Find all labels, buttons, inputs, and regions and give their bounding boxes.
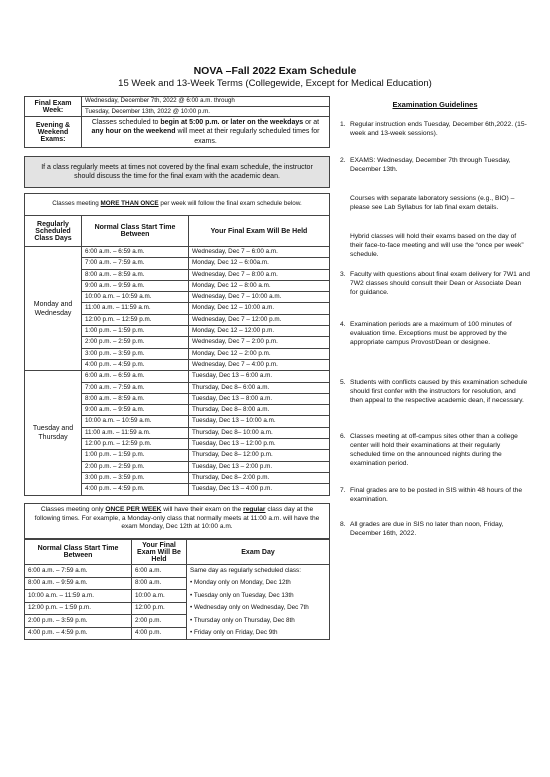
guideline-number: 2. (340, 157, 346, 164)
start-time-cell: 4:00 p.m. – 4:59 p.m. (82, 359, 189, 370)
guideline-item (340, 270, 530, 297)
guideline-number: 5. (340, 379, 346, 386)
start-time-cell: 2:00 p.m. – 2:59 p.m. (82, 461, 189, 472)
once-per-week-notice (24, 503, 330, 539)
guideline-item (340, 378, 530, 405)
evening-text-e: will meet at their regularly scheduled times for exams. (175, 128, 320, 145)
once-start-cell: 4:00 p.m. – 4:59 p.m. (25, 627, 132, 640)
guideline-text: All grades are due in SIS no later than noon, Friday, December 16th, 2022. (350, 521, 504, 538)
guideline-text: Hybrid classes will hold their exams based on the day of their face-to-face meeting and will use the “once per week” schedule. (350, 233, 524, 259)
start-time-cell: 10:00 a.m. – 10:59 a.m. (82, 416, 189, 427)
once-held-cell: 6:00 a.m. (132, 565, 187, 578)
evening-text-c: or at (303, 119, 320, 127)
final-exam-start: Wednesday, December 7th, 2022 @ 6:00 a.m. through (85, 96, 235, 104)
exam-time-cell: Monday, Dec 12 – 8:00 a.m. (189, 280, 330, 291)
col-exam-header: Your Final Exam Will Be Held (189, 216, 330, 247)
exam-week-table (24, 96, 330, 148)
once-row (25, 602, 330, 615)
guideline-number: 7. (340, 487, 346, 494)
exam-time-cell: Thursday, Dec 8– 12:00 p.m. (189, 450, 330, 461)
final-exam-week-label: Final Exam Week: (25, 97, 82, 117)
once-held-cell: 12:00 p.m. (132, 602, 187, 615)
guideline-text: Final grades are to be posted in SIS within 48 hours of the examination. (350, 487, 523, 504)
once-day-cell: Same day as regularly scheduled class: (187, 565, 330, 578)
irregular-meeting-notice: If a class regularly meets at times not covered by the final exam schedule, the instructor should discuss the time for the final exam with the academic dean. (24, 156, 330, 188)
guideline-item (340, 486, 530, 504)
guideline-number: 3. (340, 271, 346, 278)
exam-time-cell: Tuesday, Dec 13 – 6:00 a.m. (189, 371, 330, 382)
once-col-held-header: Your Final Exam Will Be Held (132, 540, 187, 565)
col-start-header: Normal Class Start Time Between (82, 216, 189, 247)
once-start-cell: 10:00 a.m. – 11:59 a.m. (25, 590, 132, 603)
start-time-cell: 8:00 a.m. – 8:59 a.m. (82, 269, 189, 280)
start-time-cell: 7:00 a.m. – 7:59 a.m. (82, 382, 189, 393)
col-days-header: Regularly Scheduled Class Days (25, 216, 82, 247)
more-than-once-caption (25, 194, 330, 216)
guideline-text: Examination periods are a maximum of 100 minutes of evaluation time. Exceptions must be approved by the appropriate campus Provost/Dean or designee. (350, 321, 512, 347)
once-held-cell: 10:00 a.m. (132, 590, 187, 603)
once-row (25, 565, 330, 578)
exam-time-cell: Thursday, Dec 8– 2:00 p.m. (189, 472, 330, 483)
start-time-cell: 3:00 p.m. – 3:59 p.m. (82, 472, 189, 483)
start-time-cell: 8:00 a.m. – 8:59 a.m. (82, 393, 189, 404)
caption-a: Classes meeting (52, 200, 101, 208)
guideline-item (340, 520, 530, 538)
once-row (25, 590, 330, 603)
once-held-cell: 4:00 p.m. (132, 627, 187, 640)
exam-time-cell: Wednesday, Dec 7 – 2:00 p.m. (189, 337, 330, 348)
guideline-text: Classes meeting at off-campus sites other than a college center will hold their examinations at their regularly scheduled time on the announced nights during the examination period. (350, 433, 518, 468)
start-time-cell: 9:00 a.m. – 9:59 a.m. (82, 405, 189, 416)
exam-time-cell: Tuesday, Dec 13 – 2:00 p.m. (189, 461, 330, 472)
once-day-cell: • Tuesday only on Tuesday, Dec 13th (187, 590, 330, 603)
once-row (25, 577, 330, 590)
exam-time-cell: Wednesday, Dec 7 – 10:00 a.m. (189, 292, 330, 303)
guideline-text: Students with conflicts caused by this examination schedule should first confer with the instructors for resolution, and then appeal to the respective academic dean, if necessary. (350, 379, 528, 405)
exam-time-cell: Tuesday, Dec 13 – 4:00 p.m. (189, 484, 330, 495)
start-time-cell: 3:00 p.m. – 3:59 p.m. (82, 348, 189, 359)
once-day-cell: • Monday only on Monday, Dec 12th (187, 577, 330, 590)
exam-time-cell: Wednesday, Dec 7 – 4:00 p.m. (189, 359, 330, 370)
once-start-cell: 12:00 p.m. – 1:59 p.m. (25, 602, 132, 615)
guideline-item (340, 320, 530, 347)
guideline-text: Regular instruction ends Tuesday, December 6th,2022. (15-week and 13-week sessions). (350, 121, 527, 138)
guideline-number: 1. (340, 121, 346, 128)
guideline-number: 4. (340, 321, 346, 328)
start-time-cell: 12:00 p.m. – 12:59 p.m. (82, 439, 189, 450)
start-time-cell: 1:00 p.m. – 1:59 p.m. (82, 326, 189, 337)
guideline-number: 8. (340, 521, 346, 528)
notice2-d: regular (243, 506, 266, 513)
evening-text-b: begin at 5:00 p.m. or later on the weekdays (160, 119, 304, 127)
class-days-cell: Tuesday and Thursday (25, 371, 82, 495)
once-start-cell: 6:00 a.m. – 7:59 a.m. (25, 565, 132, 578)
guideline-item (340, 194, 530, 212)
evening-weekend-label: Evening & Weekend Exams: (25, 117, 82, 148)
once-start-cell: 2:00 p.m. – 3:59 p.m. (25, 615, 132, 628)
once-day-cell: • Wednesday only on Wednesday, Dec 7th (187, 602, 330, 615)
exam-time-cell: Monday, Dec 12 – 6:00a.m. (189, 258, 330, 269)
more-than-once-table (24, 193, 330, 496)
exam-time-cell: Wednesday, Dec 7 – 6:00 a.m. (189, 247, 330, 258)
once-row (25, 615, 330, 628)
exam-time-cell: Monday, Dec 12 – 10:00 a.m. (189, 303, 330, 314)
once-held-cell: 2:00 p.m. (132, 615, 187, 628)
start-time-cell: 2:00 p.m. – 2:59 p.m. (82, 337, 189, 348)
notice2-b: ONCE PER WEEK (105, 506, 162, 513)
schedule-row (25, 371, 330, 382)
guideline-number: 6. (340, 433, 346, 440)
exam-time-cell: Tuesday, Dec 13 – 12:00 p.m. (189, 439, 330, 450)
start-time-cell: 11:00 a.m. – 11:59 a.m. (82, 303, 189, 314)
start-time-cell: 10:00 a.m. – 10:59 a.m. (82, 292, 189, 303)
guideline-item (340, 232, 530, 259)
once-col-start-header: Normal Class Start Time Between (25, 540, 132, 565)
guidelines-heading: Examination Guidelines (392, 100, 478, 109)
start-time-cell: 9:00 a.m. – 9:59 a.m. (82, 280, 189, 291)
once-per-week-table (24, 539, 330, 640)
exam-time-cell: Thursday, Dec 8– 6:00 a.m. (189, 382, 330, 393)
notice2-a: Classes meeting only (40, 506, 106, 513)
evening-text-a: Classes scheduled to (91, 119, 161, 127)
start-time-cell: 12:00 p.m. – 12:59 p.m. (82, 314, 189, 325)
once-day-cell: • Friday only on Friday, Dec 9th (187, 627, 330, 640)
exam-time-cell: Wednesday, Dec 7 – 12:00 p.m. (189, 314, 330, 325)
start-time-cell: 11:00 a.m. – 11:59 a.m. (82, 427, 189, 438)
once-row (25, 627, 330, 640)
caption-c: per week will follow the final exam schedule below. (158, 200, 302, 208)
page-subtitle: 15 Week and 13-Week Terms (Collegewide, Except for Medical Education) (118, 78, 432, 89)
final-exam-end: Tuesday, December 13th, 2022 @ 10:00 p.m. (82, 106, 329, 115)
exam-time-cell: Monday, Dec 12 – 12:00 p.m. (189, 326, 330, 337)
exam-time-cell: Thursday, Dec 8– 8:00 a.m. (189, 405, 330, 416)
start-time-cell: 1:00 p.m. – 1:59 p.m. (82, 450, 189, 461)
start-time-cell: 4:00 p.m. – 4:59 p.m. (82, 484, 189, 495)
class-days-cell: Monday and Wednesday (25, 247, 82, 371)
guideline-text: Courses with separate laboratory sessions (e.g., BIO) – please see Lab Syllabus for lab final exam details. (350, 195, 515, 212)
exam-time-cell: Tuesday, Dec 13 – 8:00 a.m. (189, 393, 330, 404)
caption-b: MORE THAN ONCE (100, 200, 159, 208)
start-time-cell: 6:00 a.m. – 6:59 a.m. (82, 371, 189, 382)
once-start-cell: 8:00 a.m. – 9:59 a.m. (25, 577, 132, 590)
guideline-text: Faculty with questions about final exam delivery for 7W1 and 7W2 classes should consult their Dean or Associate Dean for guidance. (350, 271, 530, 297)
notice2-c: will have their exam on the (161, 506, 244, 513)
exam-time-cell: Monday, Dec 12 – 2:00 p.m. (189, 348, 330, 359)
guideline-text: EXAMS: Wednesday, December 7th through Tuesday, December 13th. (350, 157, 511, 174)
once-col-day-header: Exam Day (187, 540, 330, 565)
once-held-cell: 8:00 a.m. (132, 577, 187, 590)
evening-weekend-text (82, 117, 330, 148)
guideline-item (340, 156, 530, 174)
page-title: NOVA –Fall 2022 Exam Schedule (193, 65, 357, 77)
notice2-e: class day at the following times. For example, a Monday-only class that normally meets at 11:00 a.m. will have the exam Monday, Dec 12th at 10:00 a.m. (34, 506, 320, 531)
exam-time-cell: Tuesday, Dec 13 – 10:00 a.m. (189, 416, 330, 427)
start-time-cell: 6:00 a.m. – 6:59 a.m. (82, 247, 189, 258)
guideline-item (340, 120, 530, 138)
exam-time-cell: Wednesday, Dec 7 – 8:00 a.m. (189, 269, 330, 280)
start-time-cell: 7:00 a.m. – 7:59 a.m. (82, 258, 189, 269)
evening-text-d: any hour on the weekend (91, 128, 176, 136)
once-day-cell: • Thursday only on Thursday, Dec 8th (187, 615, 330, 628)
exam-time-cell: Thursday, Dec 8– 10:00 a.m. (189, 427, 330, 438)
schedule-row (25, 247, 330, 258)
final-exam-week-dates (82, 97, 330, 117)
guideline-item (340, 432, 530, 468)
